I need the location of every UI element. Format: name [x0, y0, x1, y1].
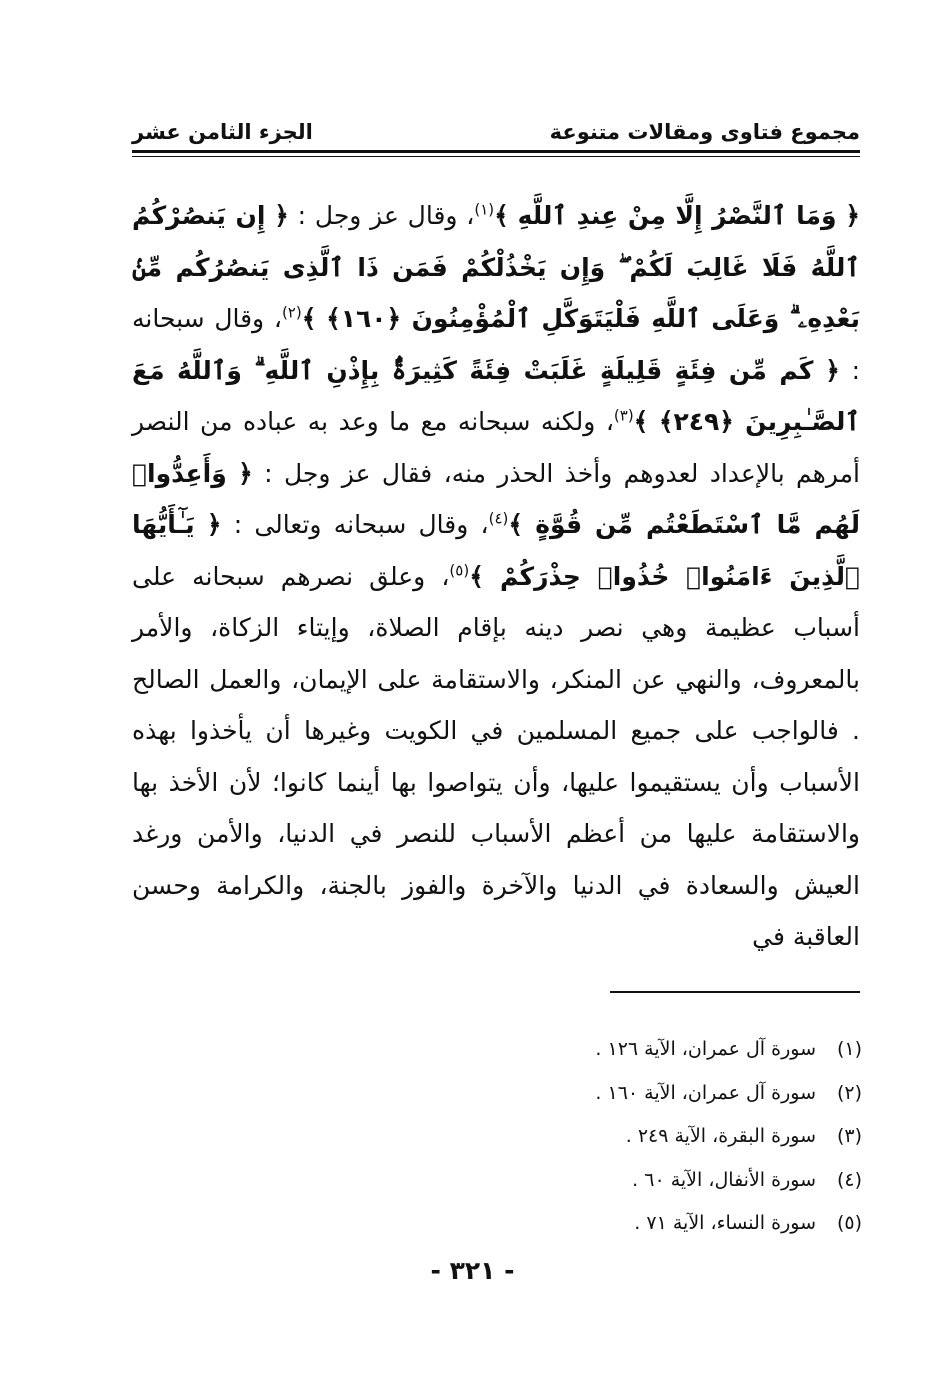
footnote-item	[300, 1028, 862, 1072]
text-segment: ، وعلق نصرهم سبحانه على أسباب عظيمة وهي نصر دينه بإقام الصلاة، وإيتاء الزكاة، والأمر بالمعروف، والنهي عن المنكر، والاستقامة على الإيمان، والعمل الصالح . فالواجب على جميع المسلمين في الكويت وغيرها أن يأخذوا بهذه الأسباب وأن يستقيموا عليها، وأن يتواصوا بها أينما كانوا؛ لأن الأخذ بها والاستقامة عليها من أعظم الأسباب للنصر في الدنيا، والأمن ورغد العيش والسعادة في الدنيا والآخرة والفوز بالجنة، والكرامة وحسن العاقبة في	[132, 561, 860, 951]
footnote-number: (٢)	[836, 1081, 862, 1104]
footnote-item	[300, 1202, 862, 1246]
footnote-ref: (٣)	[613, 406, 634, 425]
paragraph	[132, 190, 860, 963]
footnote-ref: (٥)	[449, 561, 470, 580]
footnote-ref: (٤)	[488, 509, 509, 528]
quran-close-bracket: ﴾	[633, 407, 649, 436]
footnote-item	[300, 1159, 862, 1203]
quran-open-bracket: ﴿	[274, 201, 289, 230]
footnote-text: سورة آل عمران، الآية ١٦٠ .	[595, 1081, 816, 1104]
text-segment: ، ولكنه سبحانه مع ما وعد به عباده من النصر أمرهم بالإعداد لعدوهم وأخذ الحذر منه، فقال عز وجل :	[132, 407, 860, 488]
footnote-number: (٤)	[836, 1168, 862, 1191]
quran-open-bracket: ﴿	[845, 201, 860, 230]
footnote-item	[300, 1072, 862, 1116]
quran-close-bracket: ﴾	[301, 304, 317, 333]
main-text	[132, 190, 860, 963]
running-header	[132, 112, 860, 152]
footnote-text: سورة الأنفال، الآية ٦٠ .	[632, 1168, 816, 1191]
page-number: - ٣٢١ -	[430, 1256, 515, 1285]
footnote-number: (٣)	[836, 1125, 862, 1147]
footnotes-list	[300, 1028, 862, 1246]
quran-open-bracket: ﴿	[825, 355, 840, 385]
book-title: مجموع فتاوى ومقالات متنوعة	[549, 120, 860, 144]
quran-close-bracket: ﴾	[469, 561, 484, 591]
volume-label: الجزء الثامن عشر	[132, 120, 313, 144]
text-segment: ، وقال سبحانه وتعالى :	[221, 510, 489, 539]
quran-quote: وَأَعِدُّوا۟ لَهُم مَّا ٱسْتَطَعْتُم مِّن قُوَّةٍ	[132, 458, 860, 539]
quran-quote: كَم مِّن فِئَةٍ قَلِيلَةٍ غَلَبَتْ فِئَةً كَثِيرَةًۢ بِإِذْنِ ٱللَّهِ ۗ وَٱللَّهُ مَعَ ٱلصَّـٰبِرِينَ ﴿٢٤٩﴾	[132, 355, 860, 436]
footnote-text: سورة آل عمران، الآية ١٢٦ .	[595, 1038, 816, 1060]
text-segment: ، وقال سبحانه :	[132, 304, 861, 385]
text-segment: ، وقال عز وجل :	[288, 201, 475, 230]
quran-close-bracket: ﴾	[494, 201, 509, 230]
header-rule	[132, 150, 860, 153]
footnote-number: (٥)	[836, 1212, 862, 1234]
footnote-ref: (١)	[474, 200, 495, 219]
footnote-ref: (٢)	[281, 303, 302, 322]
footnote-item	[300, 1115, 862, 1159]
quran-close-bracket: ﴾	[508, 510, 524, 539]
footnote-text: سورة النساء، الآية ٧١ .	[634, 1212, 816, 1234]
header-rule-thin	[132, 156, 860, 157]
footnote-text: سورة البقرة، الآية ٢٤٩ .	[625, 1125, 816, 1147]
footnote-separator	[610, 991, 860, 993]
quran-quote: وَمَا ٱلنَّصْرُ إِلَّا مِنْ عِندِ ٱللَّهِ	[517, 201, 837, 230]
quran-open-bracket: ﴿	[238, 458, 253, 488]
quran-quote: يَـٰٓأَيُّهَا ٱلَّذِينَ ءَامَنُوا۟ خُذُوا۟ حِذْرَكُمْ	[132, 510, 861, 591]
footnote-number: (١)	[836, 1038, 862, 1060]
quran-open-bracket: ﴿	[206, 510, 222, 539]
quran-quote: إِن يَنصُرْكُمُ ٱللَّهُ فَلَا غَالِبَ لَكُمْ ۖ وَإِن يَخْذُلْكُمْ فَمَن ذَا ٱلَّذِى يَنصُرُكُم مِّنۢ بَعْدِهِۦ ۗ وَعَلَى ٱللَّهِ فَلْيَتَوَكَّلِ ٱلْمُؤْمِنُونَ ﴿١٦٠﴾	[132, 201, 861, 333]
